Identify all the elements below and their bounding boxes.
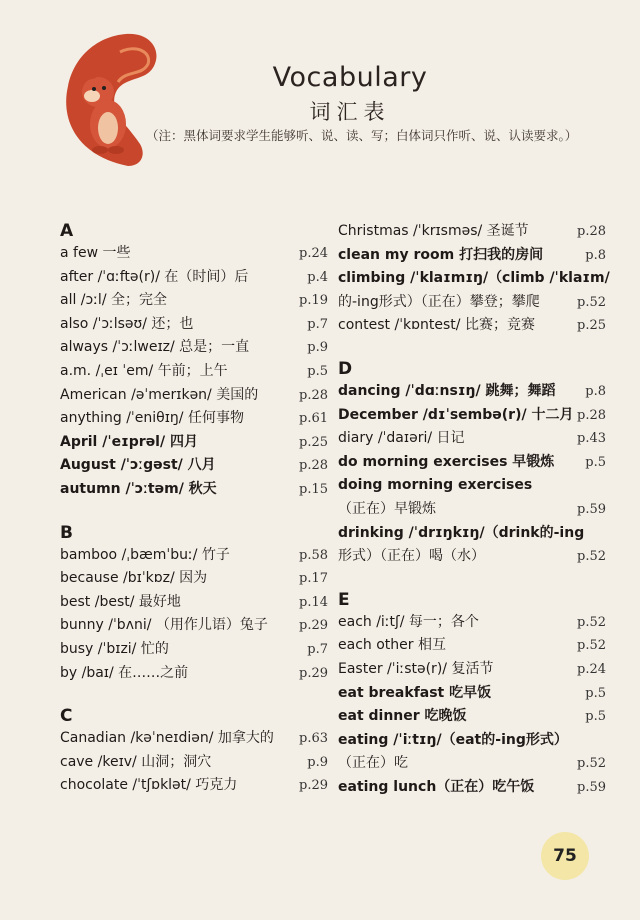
vocab-word: cave /keɪv/ 山洞；洞穴 xyxy=(60,753,212,770)
right-column xyxy=(338,220,610,799)
vocab-word-continued: （正在）早锻炼 xyxy=(338,500,436,517)
vocab-entry xyxy=(338,658,606,682)
vocab-word-continued: 的-ing形式）（正在）攀登；攀爬 xyxy=(338,293,540,310)
page-reference: p.28 xyxy=(577,224,606,239)
vocab-entry xyxy=(60,544,328,568)
page-reference: p.28 xyxy=(299,458,328,474)
vocab-entry xyxy=(60,454,328,478)
page-reference: p.52 xyxy=(577,756,606,772)
vocab-word: each /iːtʃ/ 每一；各个 xyxy=(338,613,479,630)
vocab-entry xyxy=(338,682,606,706)
vocab-word: eating lunch（正在）吃午饭 xyxy=(338,778,535,795)
vocab-word: Canadian /kəˈneɪdiən/ 加拿大的 xyxy=(60,730,274,747)
vocab-entry xyxy=(338,404,606,428)
page-reference: p.8 xyxy=(585,383,606,399)
vocab-word: chocolate /ˈtʃɒklət/ 巧克力 xyxy=(60,777,238,794)
vocab-word: also /ˈɔːlsəʊ/ 还；也 xyxy=(60,315,194,332)
page-reference: p.59 xyxy=(577,779,606,795)
vocab-word: busy /ˈbɪzi/ 忙的 xyxy=(60,640,169,657)
vocab-word: December /dɪˈsembə(r)/ 十二月 xyxy=(338,406,574,423)
page-reference: p.5 xyxy=(585,685,606,701)
page-reference: p.52 xyxy=(577,294,606,310)
left-column xyxy=(60,220,328,798)
page-reference: p.24 xyxy=(577,661,606,677)
section-letter: C xyxy=(60,706,73,727)
vocab-entry xyxy=(60,360,328,384)
vocab-entry xyxy=(338,451,606,475)
page-reference: p.5 xyxy=(585,454,606,470)
vocab-word: each other 相互 xyxy=(338,637,446,654)
vocab-word: bunny /ˈbʌni/ （用作儿语）兔子 xyxy=(60,617,268,634)
vocab-entry xyxy=(338,522,606,569)
vocab-entry xyxy=(60,591,328,615)
page-reference: p.61 xyxy=(299,411,328,427)
vocab-entry xyxy=(60,614,328,638)
section-letter: D xyxy=(338,358,353,379)
vocab-entry xyxy=(60,289,328,313)
vocab-word: best /best/ 最好地 xyxy=(60,593,181,610)
vocab-word: by /baɪ/ 在……之前 xyxy=(60,664,189,681)
vocab-entry xyxy=(60,384,328,408)
vocab-entry xyxy=(338,380,606,404)
vocab-entry xyxy=(60,313,328,337)
vocab-word: diary /ˈdaɪəri/ 日记 xyxy=(338,430,465,447)
vocab-word: always /ˈɔːlweɪz/ 总是；一直 xyxy=(60,339,250,356)
page-reference: p.14 xyxy=(299,594,328,610)
vocab-word: eat dinner 吃晚饭 xyxy=(338,708,467,725)
page-reference: p.4 xyxy=(307,269,328,285)
page-reference: p.25 xyxy=(577,318,606,334)
vocab-entry xyxy=(338,474,606,521)
vocab-entry xyxy=(338,776,606,800)
vocab-entry xyxy=(60,774,328,798)
page-reference: p.8 xyxy=(585,247,606,263)
vocab-word-continued: （正在）吃 xyxy=(338,755,408,772)
page-reference: p.43 xyxy=(577,431,606,447)
page-reference: p.29 xyxy=(299,778,328,794)
vocab-word: after /ˈɑːftə(r)/ 在（时间）后 xyxy=(60,268,249,285)
section-letter: A xyxy=(60,221,74,241)
page-reference: p.52 xyxy=(577,549,606,565)
page-reference: p.25 xyxy=(299,434,328,450)
vocab-entry xyxy=(338,427,606,451)
page-reference: p.19 xyxy=(299,293,328,309)
page-title: Vocabulary xyxy=(272,62,428,93)
vocab-word: because /bɪˈkɒz/ 因为 xyxy=(60,570,208,587)
page-reference: p.52 xyxy=(577,638,606,654)
vocab-word: Easter /ˈiːstə(r)/ 复活节 xyxy=(338,660,494,677)
vocab-word: Christmas /ˈkrɪsməs/ 圣诞节 xyxy=(338,223,529,239)
page-reference: p.7 xyxy=(307,641,328,657)
vocab-word: autumn /ˈɔːtəm/ 秋天 xyxy=(60,480,217,497)
vocab-entry xyxy=(338,705,606,729)
vocab-entry xyxy=(338,267,610,314)
vocab-entry xyxy=(338,314,606,338)
vocab-word: anything /ˈeniθɪŋ/ 任何事物 xyxy=(60,410,244,427)
squirrel-illustration xyxy=(58,26,168,171)
page-reference: p.9 xyxy=(307,754,328,770)
vocab-word: eating /ˈiːtɪŋ/（eat的-ing形式） xyxy=(338,731,568,748)
vocab-word: do morning exercises 早锻炼 xyxy=(338,453,555,470)
page-reference: p.9 xyxy=(307,340,328,356)
page-reference: p.58 xyxy=(299,547,328,563)
page-reference: p.28 xyxy=(299,387,328,403)
page-reference: p.17 xyxy=(299,571,328,587)
vocab-word: April /ˈeɪprəl/ 四月 xyxy=(60,433,198,450)
vocab-word: American /əˈmerɪkən/ 美国的 xyxy=(60,386,259,403)
page-number: 75 xyxy=(553,846,577,866)
page-subtitle: 词汇表 xyxy=(309,100,391,124)
vocab-entry xyxy=(60,266,328,290)
section-letter: E xyxy=(338,589,350,610)
vocab-entry xyxy=(60,407,328,431)
usage-note: （注：黑体词要求学生能够听、说、读、写；白体词只作听、说、认读要求。） xyxy=(146,128,578,143)
page-reference: p.29 xyxy=(299,618,328,634)
vocab-entry xyxy=(338,729,606,776)
vocab-entry xyxy=(60,478,328,502)
vocab-word-continued: 形式）（正在）喝（水） xyxy=(338,548,485,565)
section-letter: B xyxy=(60,522,73,543)
vocab-entry xyxy=(60,431,328,455)
vocab-word: a.m. /ˌeɪ ˈem/ 午前；上午 xyxy=(60,362,228,379)
page-reference: p.7 xyxy=(307,316,328,332)
vocab-entry xyxy=(60,751,328,775)
vocab-word: bamboo /ˌbæmˈbuː/ 竹子 xyxy=(60,546,230,563)
vocab-word: doing morning exercises xyxy=(338,477,533,494)
vocab-entry xyxy=(60,638,328,662)
vocab-entry xyxy=(60,662,328,686)
page-reference: p.59 xyxy=(577,501,606,517)
vocab-word: clean my room 打扫我的房间 xyxy=(338,246,544,263)
page-number-badge xyxy=(541,832,589,880)
page-reference: p.5 xyxy=(585,709,606,725)
vocab-entry xyxy=(60,567,328,591)
page-reference: p.52 xyxy=(577,614,606,630)
vocab-word: dancing /ˈdɑːnsɪŋ/ 跳舞；舞蹈 xyxy=(338,382,556,399)
page-reference: p.28 xyxy=(577,407,606,423)
page-reference: p.24 xyxy=(299,246,328,261)
vocab-entry xyxy=(60,336,328,360)
vocab-entry xyxy=(338,244,606,268)
vocab-word: August /ˈɔːgəst/ 八月 xyxy=(60,457,216,474)
page-reference: p.29 xyxy=(299,665,328,681)
vocab-entry xyxy=(338,634,606,658)
page-reference: p.15 xyxy=(299,481,328,497)
vocab-word: a few 一些 xyxy=(60,245,131,261)
vocab-word: contest /ˈkɒntest/ 比赛；竞赛 xyxy=(338,317,535,334)
vocab-word: eat breakfast 吃早饭 xyxy=(338,684,492,701)
vocab-entry xyxy=(338,220,606,244)
vocab-word: climbing /ˈklaɪmɪŋ/（climb /ˈklaɪm/ xyxy=(338,270,610,287)
vocab-entry xyxy=(60,727,328,751)
vocab-entry xyxy=(338,611,606,635)
page-reference: p.63 xyxy=(299,731,328,747)
vocab-word: all /ɔːl/ 全；完全 xyxy=(60,292,167,309)
vocab-word: drinking /ˈdrɪŋkɪŋ/（drink的-ing xyxy=(338,524,585,541)
vocab-entry xyxy=(60,242,328,266)
page-reference: p.5 xyxy=(307,363,328,379)
